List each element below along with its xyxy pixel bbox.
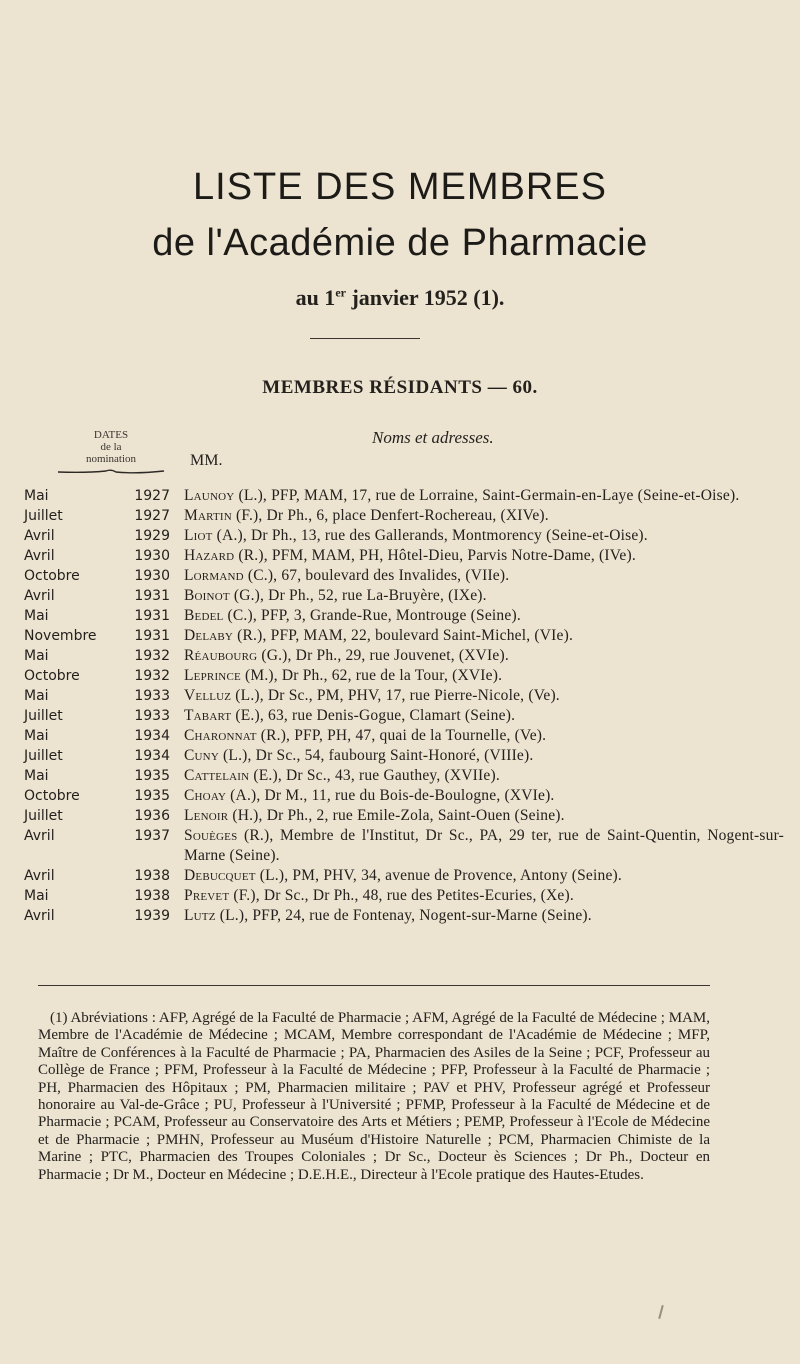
- member-entry: [170, 666, 784, 686]
- member-address: (L.), PFP, 24, rue de Fontenay, Nogent-sur-Marne (Seine).: [215, 907, 592, 924]
- member-name: Liot: [184, 527, 213, 544]
- names-column-header: Noms et adresses.: [372, 428, 494, 447]
- dates-label: DATES: [93, 429, 129, 441]
- nomination-month: Octobre: [24, 568, 80, 584]
- nomination-year: 1931: [134, 628, 170, 644]
- nomination-year: 1927: [134, 488, 170, 504]
- member-address: (L.), PFP, MAM, 17, rue de Lorraine, Saint-Germain-en-Laye (Seine-et-Oise).: [234, 487, 740, 504]
- nomination-year: 1931: [134, 608, 170, 624]
- member-address: (G.), Dr Ph., 29, rue Jouvenet, (XVIe).: [257, 647, 509, 664]
- dates-label-nomination: nomination: [85, 453, 137, 465]
- member-entry: [170, 786, 784, 806]
- date-suffix: janvier 1952 (1).: [345, 285, 505, 310]
- nomination-month: Octobre: [24, 788, 80, 804]
- member-address: (L.), Dr Sc., PM, PHV, 17, rue Pierre-Nicole, (Ve).: [231, 687, 560, 704]
- member-entry: [170, 766, 784, 786]
- member-name: Souèges: [184, 827, 238, 844]
- section-title: MEMBRES RÉSIDANTS — 60.: [262, 377, 538, 398]
- member-entry: [170, 586, 784, 606]
- list-item: [24, 686, 784, 706]
- mm-label: MM.: [190, 452, 223, 469]
- nomination-month: Avril: [24, 828, 55, 844]
- date-prefix: au 1: [295, 285, 336, 310]
- member-entry: [170, 526, 784, 546]
- nomination-year: 1935: [134, 788, 170, 804]
- paper-mark: [658, 1305, 664, 1319]
- nomination-year: 1927: [134, 508, 170, 524]
- document-title: LISTE DES MEMBRES: [193, 166, 607, 208]
- member-entry: [170, 806, 784, 826]
- member-entry: [170, 686, 784, 706]
- nomination-year: 1930: [134, 548, 170, 564]
- member-entry: [170, 546, 784, 566]
- list-item: [24, 626, 784, 646]
- member-address: (L.), PM, PHV, 34, avenue de Provence, Antony (Seine).: [255, 867, 622, 884]
- member-entry: [170, 726, 784, 746]
- nomination-month: Mai: [24, 728, 49, 744]
- member-address: (R.), Membre de l'Institut, Dr Sc., PA, 29 ter, rue de Saint-Quentin, Nogent-sur-Marne (Seine).: [184, 827, 784, 864]
- list-item: [24, 546, 784, 566]
- list-item: [24, 886, 784, 906]
- nomination-year: 1938: [134, 868, 170, 884]
- member-entry: [170, 646, 784, 666]
- member-address: (A.), Dr M., 11, rue du Bois-de-Boulogne, (XVIe).: [226, 787, 555, 804]
- list-item: [24, 566, 784, 586]
- nomination-month: Mai: [24, 888, 49, 904]
- member-name: Delaby: [184, 627, 234, 644]
- member-address: (G.), Dr Ph., 52, rue La-Bruyère, (IXe).: [229, 587, 487, 604]
- nomination-month: Mai: [24, 688, 49, 704]
- nomination-month: Novembre: [24, 628, 97, 644]
- member-name: Velluz: [184, 687, 232, 704]
- dates-label-de-la: de la: [100, 441, 122, 453]
- nomination-year: 1930: [134, 568, 170, 584]
- member-address: (M.), Dr Ph., 62, rue de la Tour, (XVIe).: [240, 667, 503, 684]
- date-superscript: er: [335, 285, 346, 300]
- member-name: Prevet: [184, 887, 230, 904]
- list-item: [24, 746, 784, 766]
- nomination-month: Avril: [24, 548, 55, 564]
- nomination-month: Avril: [24, 908, 55, 924]
- member-entry: [170, 886, 784, 906]
- member-name: Hazard: [184, 547, 235, 564]
- document-subtitle: de l'Académie de Pharmacie: [152, 222, 648, 264]
- member-name: Tabart: [184, 707, 232, 724]
- member-name: Cattelain: [184, 767, 250, 784]
- dates-column-header: [56, 429, 166, 475]
- nomination-year: 1939: [134, 908, 170, 924]
- member-name: Boinot: [184, 587, 230, 604]
- list-item: [24, 806, 784, 826]
- nomination-month: Mai: [24, 488, 49, 504]
- member-entry: [170, 566, 784, 586]
- member-name: Lormand: [184, 567, 244, 584]
- member-entry: [170, 626, 784, 646]
- nomination-year: 1938: [134, 888, 170, 904]
- member-address: (A.), Dr Ph., 13, rue des Gallerands, Montmorency (Seine-et-Oise).: [212, 527, 648, 544]
- footnote-divider: [38, 985, 710, 986]
- member-entry: [170, 486, 784, 506]
- nomination-year: 1934: [134, 748, 170, 764]
- member-address: (R.), PFP, PH, 47, quai de la Tournelle, (Ve).: [256, 727, 547, 744]
- member-name: Lenoir: [184, 807, 229, 824]
- nomination-month: Juillet: [24, 508, 63, 524]
- list-item: [24, 646, 784, 666]
- nomination-year: 1932: [134, 648, 170, 664]
- nomination-year: 1936: [134, 808, 170, 824]
- nomination-month: Juillet: [24, 708, 63, 724]
- member-name: Charonnat: [184, 727, 257, 744]
- nomination-month: Avril: [24, 528, 55, 544]
- member-address: (E.), 63, rue Denis-Gogue, Clamart (Seine).: [231, 707, 516, 724]
- nomination-month: Mai: [24, 648, 49, 664]
- nomination-year: 1932: [134, 668, 170, 684]
- member-name: Cuny: [184, 747, 219, 764]
- title-divider: [310, 338, 420, 339]
- nomination-month: Avril: [24, 588, 55, 604]
- nomination-year: 1934: [134, 728, 170, 744]
- member-entry: [170, 826, 784, 866]
- member-name: Réaubourg: [184, 647, 258, 664]
- member-address: (R.), PFM, MAM, PH, Hôtel-Dieu, Parvis Notre-Dame, (IVe).: [234, 547, 636, 564]
- nomination-year: 1931: [134, 588, 170, 604]
- member-name: Choay: [184, 787, 227, 804]
- member-address: (L.), Dr Sc., 54, faubourg Saint-Honoré, (VIIIe).: [218, 747, 534, 764]
- member-address: (C.), 67, boulevard des Invalides, (VIIe).: [243, 567, 510, 584]
- date-line: [0, 285, 800, 311]
- member-address: (H.), Dr Ph., 2, rue Emile-Zola, Saint-Ouen (Seine).: [228, 807, 565, 824]
- member-address: (F.), Dr Sc., Dr Ph., 48, rue des Petites-Ecuries, (Xe).: [229, 887, 574, 904]
- list-item: [24, 586, 784, 606]
- member-entry: [170, 606, 784, 626]
- member-entry: [170, 906, 784, 926]
- member-address: (F.), Dr Ph., 6, place Denfert-Rochereau, (XIVe).: [231, 507, 549, 524]
- member-entry: [170, 866, 784, 886]
- list-item: [24, 526, 784, 546]
- member-address: (R.), PFP, MAM, 22, boulevard Saint-Michel, (VIe).: [233, 627, 574, 644]
- nomination-month: Mai: [24, 768, 49, 784]
- list-item: [24, 486, 784, 506]
- nomination-year: 1933: [134, 688, 170, 704]
- swash-ornament: [56, 469, 166, 475]
- member-entry: [170, 746, 784, 766]
- list-item: [24, 826, 784, 866]
- member-name: Bedel: [184, 607, 224, 624]
- list-item: [24, 766, 784, 786]
- nomination-month: Avril: [24, 868, 55, 884]
- member-name: Debucquet: [184, 867, 256, 884]
- list-item: [24, 606, 784, 626]
- nomination-year: 1929: [134, 528, 170, 544]
- list-item: [24, 786, 784, 806]
- member-name: Martin: [184, 507, 232, 524]
- member-entry: [170, 706, 784, 726]
- member-address: (C.), PFP, 3, Grande-Rue, Montrouge (Seine).: [223, 607, 521, 624]
- nomination-month: Juillet: [24, 748, 63, 764]
- list-item: [24, 666, 784, 686]
- member-entry: [170, 506, 784, 526]
- footnote: (1) Abréviations : AFP, Agrégé de la Faculté de Pharmacie ; AFM, Agrégé de la Faculté de Médecine ; MAM, Membre de l'Académie de Médecine ; MCAM, Membre correspondant de l'Académie de Médecine ; MFP, Maître de Conférences à la Faculté de Pharmacie ; PA, Pharmacien des Asiles de la Seine ; PCF, Professeur au Collège de France ; PFM, Professeur à la Faculté de Médecine ; PFP, Professeur à la Faculté de Pharmacie ; PH, Pharmacien des Hôpitaux ; PM, Pharmacien militaire ; PAV et PHV, Professeur agrégé et Professeur honoraire au Val-de-Grâce ; PU, Professeur à l'Université ; PFMP, Professeur à la Faculté de Médecine et de Pharmacie ; PCAM, Professeur au Conservatoire des Arts et Métiers ; PEMP, Professeur à l'Ecole de Médecine et de Pharmacie ; PMHN, Professeur au Muséum d'Histoire Naturelle ; PCM, Pharmacien Chimiste de la Marine ; PTC, Pharmacien des Troupes Coloniales ; Dr Sc., Docteur ès Sciences ; Dr Ph., Docteur en Pharmacie ; Dr M., Docteur en Médecine ; D.E.H.E., Directeur à l'Ecole pratique des Hautes-Etudes.: [38, 1010, 710, 1183]
- member-address: (E.), Dr Sc., 43, rue Gauthey, (XVIIe).: [249, 767, 500, 784]
- nomination-month: Mai: [24, 608, 49, 624]
- list-item: [24, 726, 784, 746]
- list-item: [24, 906, 784, 926]
- member-name: Lutz: [184, 907, 216, 924]
- member-name: Launoy: [184, 487, 235, 504]
- nomination-year: 1933: [134, 708, 170, 724]
- list-item: [24, 506, 784, 526]
- members-list: [24, 486, 784, 926]
- nomination-month: Juillet: [24, 808, 63, 824]
- nomination-month: Octobre: [24, 668, 80, 684]
- nomination-year: 1937: [134, 828, 170, 844]
- nomination-year: 1935: [134, 768, 170, 784]
- list-item: [24, 706, 784, 726]
- member-name: Leprince: [184, 667, 241, 684]
- list-item: [24, 866, 784, 886]
